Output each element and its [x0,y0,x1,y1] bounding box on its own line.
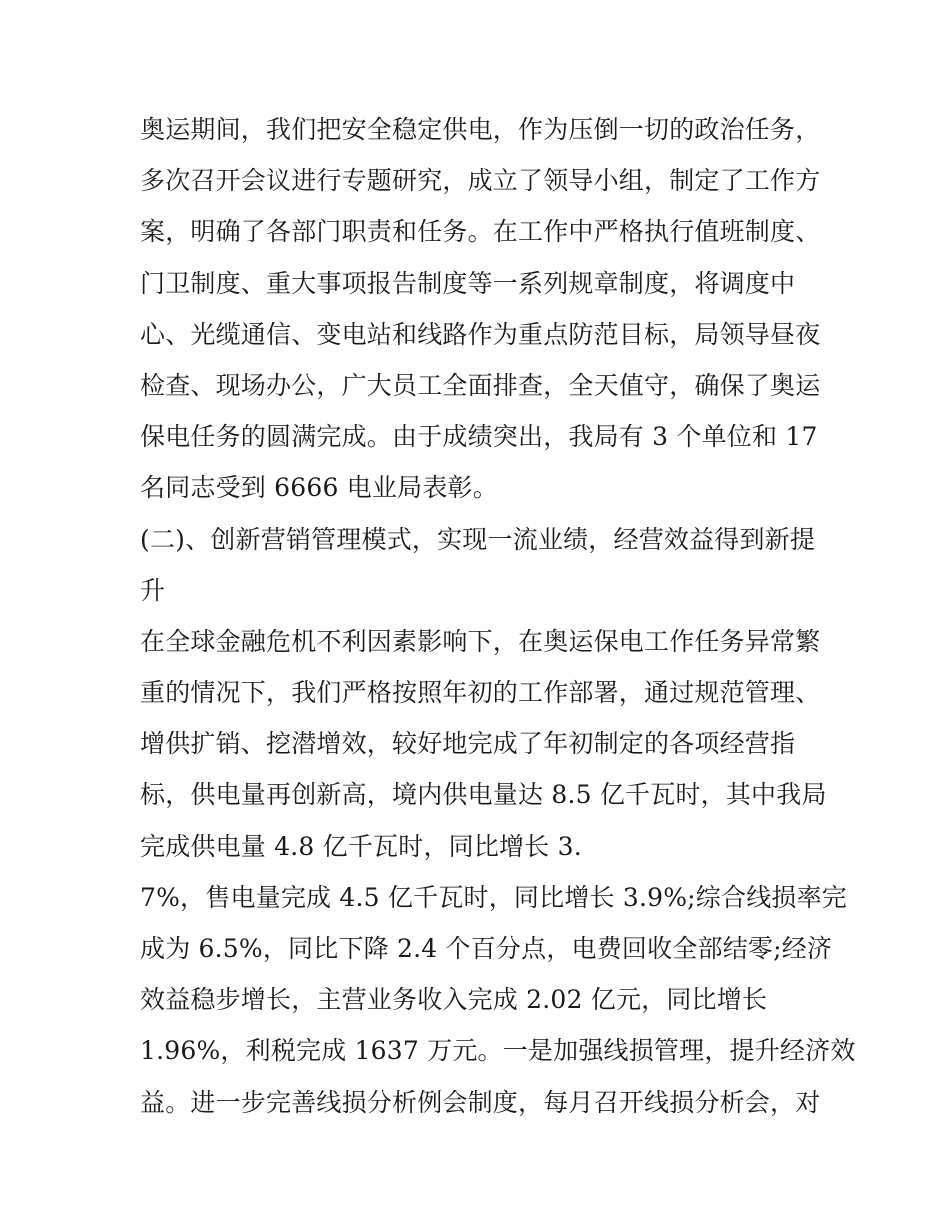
text-line: 成为 6.5%，同比下降 2.4 个百分点，电费回收全部结零;经济 [140,934,833,963]
text-line: 完成供电量 4.8 亿千瓦时，同比增长 3. [140,831,582,861]
text-line: 效益稳步增长，主营业务收入完成 2.02 亿元，同比增长 [140,985,768,1015]
section-heading-line: 升 [140,575,166,605]
text-line: 心、光缆通信、变电站和线路作为重点防范目标，局领导昼夜 [140,319,821,349]
text-line: 7%，售电量完成 4.5 亿千瓦时，同比增长 3.9%;综合线损率完 [140,882,847,912]
text-line: 标，供电量再创新高，境内供电量达 8.5 亿千瓦时，其中我局 [140,780,827,810]
text-line: 检查、现场办公，广大员工全面排查，全天值守，确保了奥运 [140,370,821,400]
body-text [140,104,856,1128]
text-line: 重的情况下，我们严格按照年初的工作部署，通过规范管理、 [140,678,821,708]
text-line: 1.96%，利税完成 1637 万元。一是加强线损管理，提升经济效 [140,1036,856,1066]
text-line: 在全球金融危机不利因素影响下，在奥运保电工作任务异常繁 [140,626,821,656]
text-line: 奥运期间，我们把安全稳定供电，作为压倒一切的政治任务， [140,115,821,144]
text-line: 名同志受到 6666 电业局表彰。 [140,473,498,503]
text-line: 保电任务的圆满完成。由于成绩突出，我局有 3 个单位和 17 [140,422,818,452]
text-line: 多次召开会议进行专题研究，成立了领导小组，制定了工作方 [140,166,821,196]
text-line: 案，明确了各部门职责和任务。在工作中严格执行值班制度、 [140,217,821,247]
text-line: 增供扩销、挖潜增效，较好地完成了年初制定的各项经营指 [140,729,796,759]
text-line: 益。进一步完善线损分析例会制度，每月召开线损分析会，对 [140,1087,821,1117]
section-heading-line: (二)、创新营销管理模式，实现一流业绩，经营效益得到新提 [140,524,816,554]
text-line: 门卫制度、重大事项报告制度等一系列规章制度，将调度中 [140,268,796,298]
